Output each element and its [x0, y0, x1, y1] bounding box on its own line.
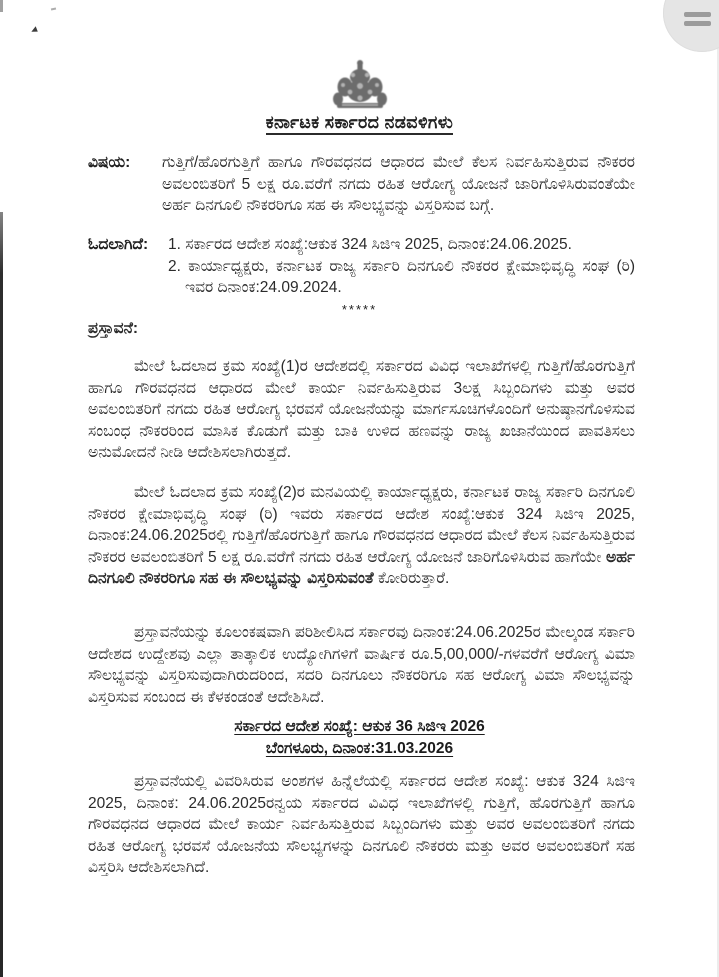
read-label: ಓದಲಾಗಿದೆ:: [88, 236, 149, 253]
subject-label: ವಿಷಯ:: [88, 154, 131, 171]
paragraph-2: [88, 482, 635, 590]
paragraph-2-text: ಕೋರಿರುತ್ತಾರೆ.: [373, 570, 450, 587]
read-item: 1. ಸರ್ಕಾರದ ಆದೇಶ ಸಂಖ್ಯೆ:ಆಕುಕ 324 ಸಿಜಿಇ 2025, ದಿನಾಂಕ:24.06.2025.: [168, 236, 572, 253]
page-title: ಕರ್ನಾಟಕ ಸರ್ಕಾರದ ನಡವಳಿಗಳು: [0, 112, 719, 134]
scan-edge-left: [0, 212, 3, 977]
paragraph-4: ಪ್ರಸ್ತಾವನೆಯಲ್ಲಿ ವಿವರಿಸಿರುವ ಅಂಶಗಳ ಹಿನ್ನೆಲೆಯಲ್ಲಿ ಸರ್ಕಾರದ ಆದೇಶ ಸಂಖ್ಯೆ: ಆಕುಕ 324 ಸಿಜಿಇ 2025, ದಿನಾಂಕ: 24.06.2025ರನ್ವಯ ಸರ್ಕಾರದ ವಿವಿಧ ಇಲಾಖೆಗಳಲ್ಲಿ ಗುತ್ತಿಗೆ, ಹೊರಗುತ್ತಿಗೆ ಹಾಗೂ ಗೌರವಧನದ ಆಧಾರದ ಮೇಲೆ ಕಾರ್ಯ ನಿರ್ವಹಿಸುತ್ತಿರುವ ಸಿಬ್ಬಂದಿಗಳು ಮತ್ತು ಅವರ ಅವಲಂಬಿತರಿಗೆ ನಗದು ರಹಿತ ಆರೋಗ್ಯ ಭರವಸೆ ಯೋಜನೆಯ ಸೌಲಭ್ಯಗಳನ್ನು ದಿನಗೂಲಿ ನೌಕರರು ಮತ್ತು ಅವರ ಅವಲಂಬಿತರಿಗೆ ಸಹ ವಿಸ್ತರಿಸಿ ಆದೇಶಿಸಲಾಗಿದೆ.: [88, 773, 635, 876]
scan-artifact: [0, 0, 3, 12]
order-heading: [0, 716, 719, 760]
paragraph-2-text: ಮೇಲೆ ಓದಲಾದ ಕ್ರಮ ಸಂಖ್ಯೆ(2)ರ ಮನವಿಯಲ್ಲಿ ಕಾರ್ಯಾಧ್ಯಕ್ಷರು, ಕರ್ನಾಟಕ ರಾಜ್ಯ ಸರ್ಕಾರಿ ದಿನಗೂಲಿ ನೌಕರರ ಕ್ಷೇಮಾಭಿವೃದ್ಧಿ ಸಂಘ (ರಿ) ಇವರು ಸರ್ಕಾರದ ಆದೇಶ ಸಂಖ್ಯೆ:ಆಕುಕ 324 ಸಿಜಿಇ 2025, ದಿನಾಂಕ:24.06.2025ರಲ್ಲಿ ಗುತ್ತಿಗೆ/ಹೊರಗುತ್ತಿಗೆ ಹಾಗೂ ಗೌರವಧನದ ಆಧಾರದ ಮೇಲೆ ಕೆಲಸ ನಿರ್ವಹಿಸುತ್ತಿರುವ ನೌಕರರ ಅವಲಂಬಿತರಿಗೆ 5 ಲಕ್ಷ ರೂ.ವರೆಗೆ ನಗದು ರಹಿತ ಆರೋಗ್ಯ ಯೋಜನೆ ಜಾರಿಗೊಳಿಸಿರುವ ಹಾಗೆಯೇ: [88, 484, 635, 566]
section-separator: *****: [341, 302, 378, 317]
paragraph-2-emphasis: ಅರ್ಹ ದಿನಗೂಲಿ ನೌಕರರಿಗೂ ಸಹ ಈ ಸೌಲಭ್ಯವನ್ನು ವಿಸ್ತರಿಸುವಂತೆ: [88, 548, 635, 587]
read-section: [88, 234, 635, 299]
cursor-artifact-icon: [31, 26, 39, 35]
subject-section: [88, 152, 635, 217]
order-number-line: ಸರ್ಕಾರದ ಆದೇಶ ಸಂಖ್ಯೆ: ಆಕುಕ 36 ಸಿಜಿಇ 2026: [234, 718, 485, 735]
read-list: [168, 234, 635, 299]
paragraph-3: ಪ್ರಸ್ತಾವನೆಯನ್ನು ಕೂಲಂಕಷವಾಗಿ ಪರಿಶೀಲಿಸಿದ ಸರ್ಕಾರವು ದಿನಾಂಕ:24.06.2025ರ ಮೇಲ್ಕಂಡ ಸರ್ಕಾರಿ ಆದೇಶದ ಉದ್ದೇಶವು ಎಲ್ಲಾ ತಾತ್ಕಾಲಿಕ ಉದ್ಯೋಗಿಗಳಿಗೆ ವಾರ್ಷಿಕ ರೂ.5,00,000/-ಗಳವರೆಗೆ ಆರೋಗ್ಯ ವಿಮಾ ಸೌಲಭ್ಯವನ್ನು ವಿಸ್ತರಿಸುವುದಾಗಿರುದರಿಂದ, ಸದರಿ ದಿನಗೂಲು ನೌಕರರಿಗೂ ಸಹ ಆರೋಗ್ಯ ವಿಮಾ ಸೌಲಭ್ಯವನ್ನು ವಿಸ್ತರಿಸುವ ಸಂಬಂದ ಈ ಕೆಳಕಂಡಂತೆ ಆದೇಶಿಸಿದೆ.: [88, 624, 635, 706]
scan-speck: [51, 8, 56, 11]
read-item: 2. ಕಾರ್ಯಾಧ್ಯಕ್ಷರು, ಕರ್ನಾಟಕ ರಾಜ್ಯ ಸರ್ಕಾರಿ ದಿನಗೂಲಿ ನೌಕರರ ಕ್ಷೇಮಾಭಿವೃದ್ಧಿ ಸಂಘ (ರಿ) ಇವರ ದಿನಾಂಕ:24.09.2024.: [168, 257, 635, 296]
subject-text: ಗುತ್ತಿಗೆ/ಹೊರಗುತ್ತಿಗೆ ಹಾಗೂ ಗೌರವಧನದ ಆಧಾರದ ಮೇಲೆ ಕೆಲಸ ನಿರ್ವಹಿಸುತ್ತಿರುವ ನೌಕರರ ಅವಲಂಬಿತರಿಗೆ 5 ಲಕ್ಷ ರೂ.ವರೆಗೆ ನಗದು ರಹಿತ ಆರೋಗ್ಯ ಯೋಜನೆ ಜಾರಿಗೊಳಿಸಿರುವಂತೆಯೇ ಅರ್ಹ ದಿನಗೂಲಿ ನೌಕರರಿಗೂ ಸಹ ಈ ಸೌಲಭ್ಯವನ್ನು ವಿಸ್ತರಿಸುವ ಬಗ್ಗೆ.: [162, 154, 635, 214]
karnataka-emblem-icon: [0, 58, 719, 120]
paragraph-1: ಮೇಲೆ ಓದಲಾದ ಕ್ರಮ ಸಂಖ್ಯೆ(1)ರ ಆದೇಶದಲ್ಲಿ ಸರ್ಕಾರದ ವಿವಿಧ ಇಲಾಖೆಗಳಲ್ಲಿ ಗುತ್ತಿಗೆ/ಹೊರಗುತ್ತಿಗೆ ಹಾಗೂ ಗೌರವಧನದ ಆಧಾರದ ಮೇಲೆ ಕಾರ್ಯ ನಿರ್ವಹಿಸುತ್ತಿರುವ 3ಲಕ್ಷ ಸಿಬ್ಬಂದಿಗಳು ಮತ್ತು ಅವರ ಅವಲಂಬಿತರಿಗೆ ನಗದು ರಹಿತ ಆರೋಗ್ಯ ಭರವಸೆ ಯೋಜನೆಯನ್ನು ಮಾರ್ಗಸೂಚಿಗಳೊಂದಿಗೆ ಅನುಷ್ಠಾನಗೊಳಿಸುವ ಸಂಬಂಧ ನೌಕರರಿಂದ ಮಾಸಿಕ ಕೊಡುಗೆ ಮತ್ತು ಬಾಕಿ ಉಳಿದ ಹಣವನ್ನು ರಾಜ್ಯ ಖಜಾನೆಯಿಂದ ಪಾವತಿಸಲು ಅನುಮೋದನೆ ನೀಡಿ ಆದೇಶಿಸಲಾಗಿರುತ್ತದೆ.: [88, 358, 635, 461]
menu-button[interactable]: [663, 0, 719, 52]
preamble-label: ಪ್ರಸ್ತಾವನೆ:: [88, 320, 138, 337]
order-place-date-line: ಬೆಂಗಳೂರು, ದಿನಾಂಕ:31.03.2026: [265, 740, 454, 757]
